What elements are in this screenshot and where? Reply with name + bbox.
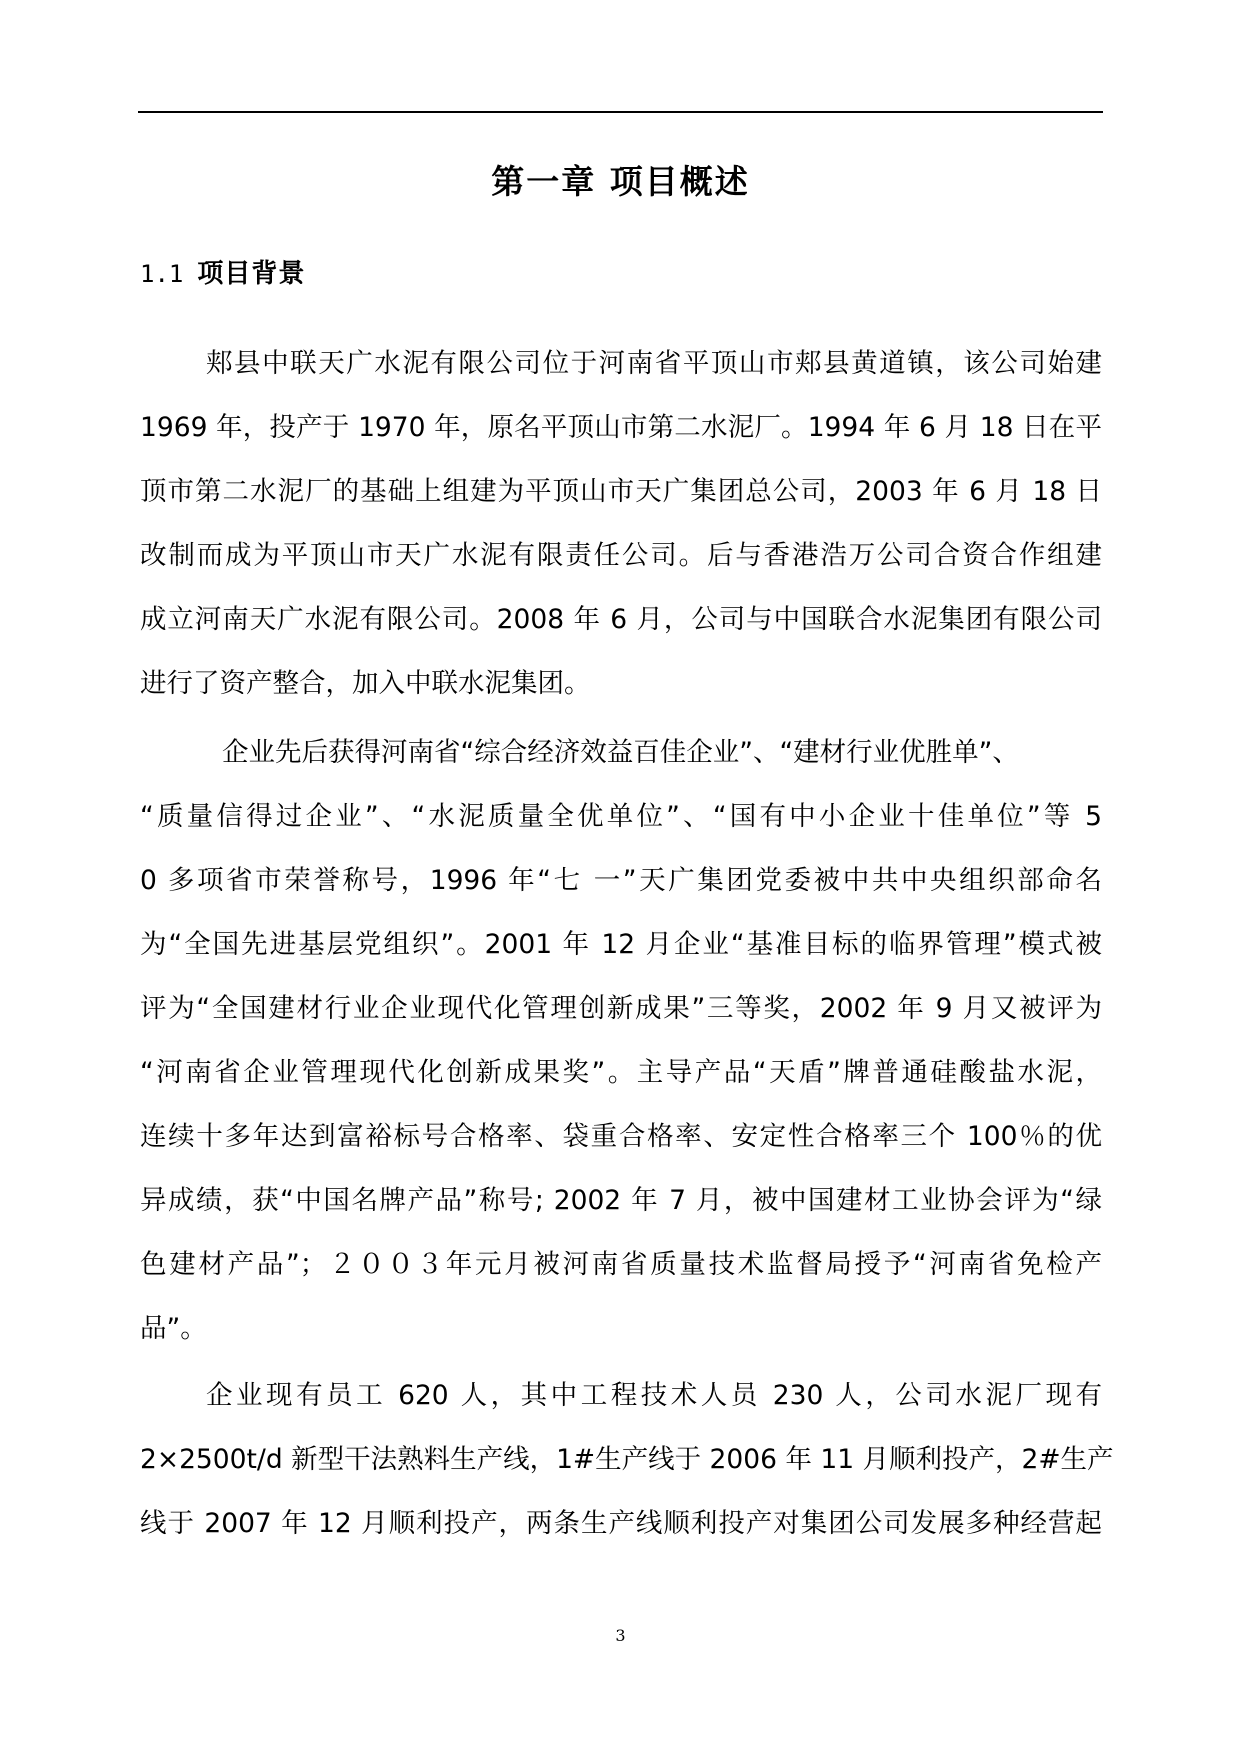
section-number: 1.1 bbox=[140, 260, 184, 288]
chapter-title: 第一章 项目概述 bbox=[491, 162, 750, 201]
body-line: “河南省企业管理现代化创新成果奖”。主导产品“天盾”牌普通硅酸盐水泥， bbox=[140, 1057, 1102, 1088]
body-line: 改制而成为平顶山市天广水泥有限责任公司。后与香港浩万公司合资合作组建 bbox=[140, 540, 1102, 571]
body-line: 线于 2007 年 12 月顺利投产，两条生产线顺利投产对集团公司发展多种经营起 bbox=[140, 1508, 1102, 1539]
section-title: 项目背景 bbox=[197, 259, 306, 289]
body-line: 0 多项省市荣誉称号，1996 年“七 一”天广集团党委被中共中央组织部命名 bbox=[140, 865, 1102, 896]
body-line: 品”。 bbox=[140, 1313, 207, 1344]
page-number: 3 bbox=[615, 1626, 626, 1645]
body-line: 1969 年，投产于 1970 年，原名平顶山市第二水泥厂。1994 年 6 月 18 日在平 bbox=[140, 412, 1102, 443]
body-line: 顶市第二水泥厂的基础上组建为平顶山市天广集团总公司，2003 年 6 月 18 日 bbox=[140, 476, 1102, 507]
body-line: 进行了资产整合，加入中联水泥集团。 bbox=[140, 668, 591, 699]
body-line: 2×2500t/d 新型干法熟料生产线，1#生产线于 2006 年 11 月顺利投产，2#生产 bbox=[140, 1444, 1114, 1475]
body-line: “质量信得过企业”、“水泥质量全优单位”、“国有中小企业十佳单位”等 5 bbox=[140, 801, 1102, 832]
body-line: 异成绩，获“中国名牌产品”称号; 2002 年 7 月，被中国建材工业协会评为“绿 bbox=[140, 1185, 1102, 1216]
header-rule bbox=[138, 111, 1103, 113]
body-line: 评为“全国建材行业企业现代化管理创新成果”三等奖，2002 年 9 月又被评为 bbox=[140, 993, 1102, 1024]
section-heading bbox=[140, 254, 305, 294]
body-line: 为“全国先进基层党组织”。2001 年 12 月企业“基准目标的临界管理”模式被 bbox=[140, 929, 1102, 960]
body-line: 郏县中联天广水泥有限公司位于河南省平顶山市郏县黄道镇，该公司始建 bbox=[206, 348, 1102, 379]
body-line: 色建材产品”；２００３年元月被河南省质量技术监督局授予“河南省免检产 bbox=[140, 1249, 1102, 1280]
body-line: 连续十多年达到富裕标号合格率、袋重合格率、安定性合格率三个 100％的优 bbox=[140, 1121, 1102, 1152]
body-line: 企业先后获得河南省“综合经济效益百佳企业”、“建材行业优胜单”、 bbox=[222, 737, 1019, 768]
body-line: 成立河南天广水泥有限公司。2008 年 6 月，公司与中国联合水泥集团有限公司 bbox=[140, 604, 1102, 635]
body-line: 企业现有员工 620 人，其中工程技术人员 230 人，公司水泥厂现有 bbox=[206, 1380, 1102, 1411]
